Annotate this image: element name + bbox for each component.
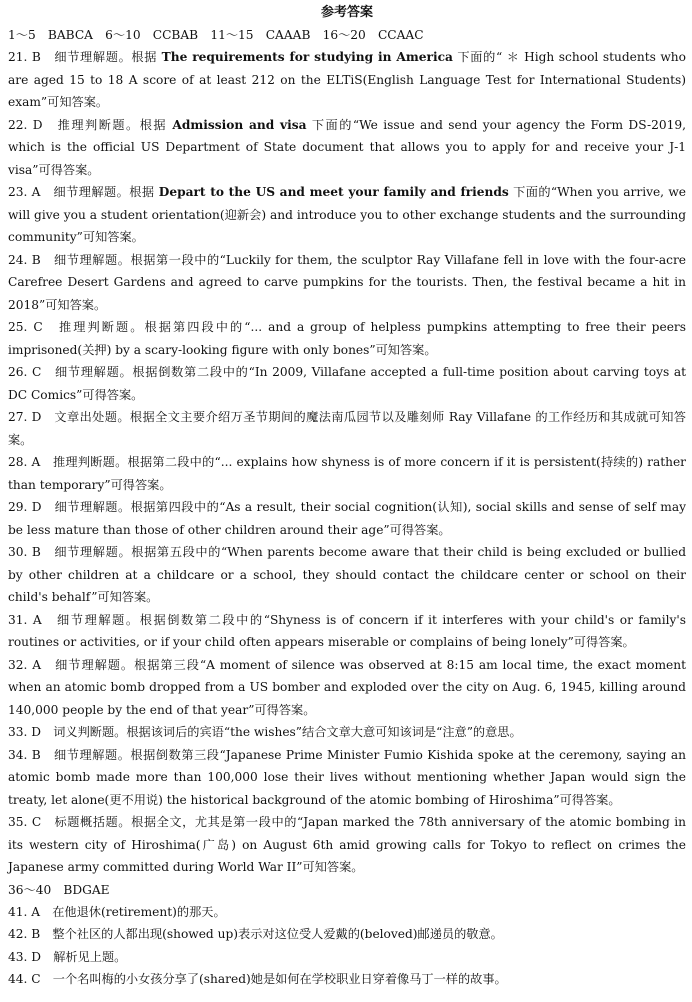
question-number: 26. C [8, 365, 42, 379]
short-answer-list [8, 901, 686, 991]
section-keyword: Admission and visa [172, 117, 307, 132]
question-number: 22. D [8, 117, 43, 132]
explanation-text: 细节理解题。根据 [40, 185, 159, 199]
question-number: 25. C [8, 320, 43, 334]
short-answer-item [8, 946, 686, 969]
explanation-text: 整个社区的人都出现(showed up)表示对这位受人爱戴的(beloved)邮递员的敬意。 [40, 927, 503, 941]
question-number: 28. A [8, 455, 41, 469]
explanation-item [8, 451, 686, 496]
explanation-item [8, 496, 686, 541]
answer-key-line-1: 1～5 BABCA 6～10 CCBAB 11～15 CAAAB 16～20 CCAAC [8, 28, 424, 42]
question-number: 31. A [8, 612, 42, 627]
explanation-text: 标题概括题。根据全文，尤其是第一段中的“Japan marked the 78th anniversary of the atomic bombing in its western city of Hiroshima(广岛) on August 6th amid growing calls for Tokyo to reflect on crimes the Japanese army committed during World War II”可知答案。 [8, 815, 686, 874]
explanation-text: 文章出处题。根据全文主要介绍万圣节期间的魔法南瓜园节以及雕刻师 Ray Villafane 的工作经历和其成就可知答案。 [8, 410, 686, 447]
question-number: 24. B [8, 252, 41, 267]
explanation-text: 一个名叫梅的小女孩分享了(shared)她是如何在学校职业日穿着像马丁一样的故事。 [40, 972, 507, 986]
explanation-item [8, 541, 686, 609]
answer-key-line-2: 36～40 BDGAE [8, 882, 110, 897]
question-number: 21. B [8, 50, 41, 64]
question-number: 32. A [8, 657, 42, 672]
explanation-item [8, 811, 686, 879]
explanation-text: 解析见上题。 [41, 949, 127, 964]
explanation-text: 下面的“We issue and send your agency the Form DS-2019, which is the official US Department of State document that allows you to apply for and receive your J-1 visa”可得答案。 [8, 117, 686, 177]
explanation-item [8, 114, 686, 182]
question-number: 23. A [8, 185, 41, 199]
explanation-text: 推理判断题。根据第四段中的“... and a group of helpless pumpkins attempting to free their peers imprisoned(关押) by a scary-looking figure with only bones”可知答案。 [8, 320, 686, 357]
question-number: 41. A [8, 904, 41, 919]
explanation-item [8, 744, 686, 812]
question-number: 29. D [8, 500, 42, 514]
explanation-text: 细节理解题。根据第三段“A moment of silence was observed at 8:15 am local time, the exact moment when an atomic bomb dropped from a US bomber and exploded over the city on Aug. 6, 1945, killing around 140,000 people by the end of that year”可得答案。 [8, 657, 686, 717]
explanation-item [8, 406, 686, 451]
question-number: 35. C [8, 815, 42, 829]
explanation-text: 在他退休(retirement)的那天。 [40, 904, 226, 919]
explanation-text: 细节理解题。根据倒数第二段中的“In 2009, Villafane accepted a full-time position about carving toys at DC Comics”可得答案。 [8, 365, 686, 402]
short-answer-item [8, 968, 686, 991]
explanation-text: 细节理解题。根据第四段中的“As a result, their social cognition(认知), social skills and sense of self may be less mature than those of other children around their age”可得答案。 [8, 500, 687, 537]
explanation-text: 推理判断题。根据第二段中的“... explains how shyness is of more concern if it is persistent(持续的) rather than temporary”可得答案。 [8, 455, 686, 492]
explanation-text: 词义判断题。根据该词后的宾语“the wishes”结合文章大意可知该词是“注意”的意思。 [41, 725, 522, 739]
explanation-text: 细节理解题。根据第一段中的“Luckily for them, the sculptor Ray Villafane fell in love with the four-acre Carefree Desert Gardens and agreed to carve pumpkins for the tourists. Then, the festival became a hit in 2018”可知答案。 [8, 252, 686, 312]
explanation-item [8, 316, 686, 361]
explanation-text: 下面的“ ＊ High school students who are aged 15 to 18 A score of at least 212 on the ELTiS(English Language Test for International Students) exam”可知答案。 [8, 50, 686, 109]
explanation-item [8, 46, 686, 114]
explanation-item [8, 181, 686, 249]
question-number: 34. B [8, 747, 41, 762]
section-keyword: Depart to the US and meet your family and friends [158, 185, 509, 199]
question-number: 42. B [8, 927, 41, 941]
explanation-item [8, 361, 686, 406]
explanation-item [8, 249, 686, 317]
explanation-text: 细节理解题。根据倒数第三段“Japanese Prime Minister Fumio Kishida spoke at the ceremony, saying an atomic bomb made more than 100,000 lose their lives without mentioning whether Japan would sign the treaty, let alone(更不用说) the historical background of the atomic bombing of Hiroshima”可得答案。 [8, 747, 686, 807]
question-number: 30. B [8, 545, 41, 559]
section-keyword: The requirements for studying in America [161, 50, 453, 64]
question-number: 27. D [8, 410, 42, 424]
question-number: 33. D [8, 725, 42, 739]
question-number: 44. C [8, 972, 41, 986]
question-number: 43. D [8, 949, 42, 964]
explanation-text: 推理判断题。根据 [42, 117, 173, 132]
explanation-text: 下面的“When you arrive, we will give you a student orientation(迎新会) and introduce you to other exchange students and the surrounding community”可知答案。 [8, 185, 687, 244]
explanation-item [8, 609, 686, 654]
explanation-text: 细节理解题。根据 [40, 50, 162, 64]
explanation-list [8, 46, 686, 879]
page-title: 参考答案 [320, 5, 373, 20]
explanation-text: 细节理解题。根据倒数第二段中的“Shyness is of concern if it interferes with your child's or family's routines or activities, or if your child often appears miserable or complains of being lonely”可得答案。 [8, 612, 686, 649]
explanation-item [8, 654, 686, 722]
explanation-text: 细节理解题。根据第五段中的“When parents become aware that their child is being excluded or bullied by other children at a childcare or a school, they should contact the childcare center or school on their child's behalf”可知答案。 [8, 545, 686, 604]
short-answer-item [8, 901, 686, 924]
short-answer-item [8, 923, 686, 946]
explanation-item [8, 721, 686, 744]
